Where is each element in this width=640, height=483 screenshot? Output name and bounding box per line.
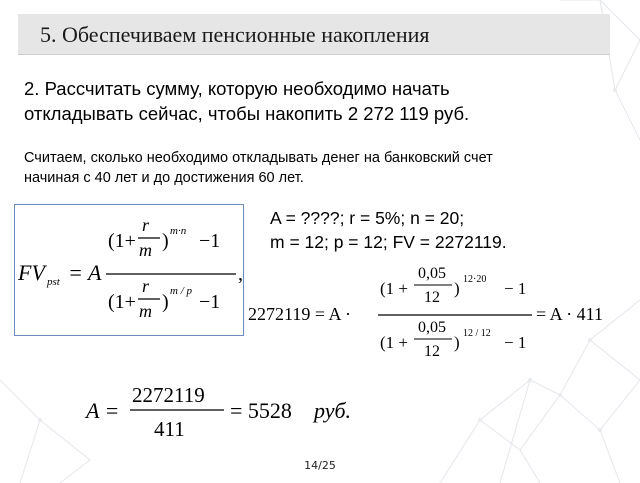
applied-den-paren: ) (454, 333, 460, 352)
den-one-plus: (1+ (108, 291, 136, 313)
fv-subscript: pst (47, 276, 60, 288)
applied-den-twelve: 12 (424, 343, 440, 360)
num-paren-close: ) (162, 230, 169, 252)
explanation-line-1: Считаем, сколько необходимо откладывать денег на банковский счет (24, 150, 493, 166)
applied-num-exponent: 12·20 (463, 274, 487, 285)
applied-lhs: 2272119 = A · (248, 304, 351, 324)
task-line-1: 2. Рассчитать сумму, которую необходимо начать (24, 78, 450, 99)
num-minus-one: −1 (199, 230, 221, 252)
result-denominator: 411 (154, 417, 185, 441)
task-line-2: откладывать сейчас, чтобы накопить 2 272 119 руб. (24, 103, 470, 124)
applied-num-minus-one: − 1 (504, 279, 527, 298)
applied-num-rate: 0,05 (418, 265, 446, 282)
result-value: = 5528 (230, 398, 292, 423)
given-parameters (270, 206, 507, 254)
applied-den-rate: 0,05 (418, 319, 446, 336)
result-lhs: A = (86, 398, 120, 423)
applied-rhs: = A · 411 (536, 304, 603, 324)
formula-comma: , (238, 263, 243, 285)
applied-num-paren: ) (454, 279, 460, 298)
params-line-2: m = 12; p = 12; FV = 2272119. (270, 232, 507, 252)
explanation-text (24, 148, 604, 188)
slide-title: 5. Обеспечиваем пенсионные накопления (40, 22, 430, 47)
den-exponent: m / p (170, 285, 192, 297)
applied-den-one-plus: (1 + (380, 333, 408, 352)
result-numerator: 2272119 (132, 383, 205, 407)
num-exponent: m·n (170, 225, 187, 237)
result-formula (80, 378, 400, 450)
explanation-line-2: начиная с 40 лет и до достижения 60 лет. (24, 170, 304, 186)
den-r: r (142, 276, 150, 296)
applied-num-twelve: 12 (424, 289, 440, 306)
num-m: m (139, 240, 152, 260)
applied-formula (246, 258, 626, 374)
applied-num-one-plus: (1 + (380, 279, 408, 298)
applied-den-exponent: 12 / 12 (463, 328, 491, 339)
num-one-plus: (1+ (108, 230, 136, 252)
equals-a: = A (68, 260, 102, 285)
page-number: 14/25 (304, 459, 336, 472)
num-r: r (142, 215, 150, 235)
general-formula (14, 204, 254, 338)
result-unit: руб. (314, 398, 352, 423)
fv-symbol: FV (18, 260, 45, 285)
den-minus-one: −1 (199, 291, 221, 313)
den-m: m (139, 301, 152, 321)
params-line-1: A = ????; r = 5%; n = 20; (270, 208, 465, 228)
applied-den-minus-one: − 1 (504, 333, 527, 352)
den-paren-close: ) (162, 291, 169, 313)
task-statement (24, 76, 584, 126)
